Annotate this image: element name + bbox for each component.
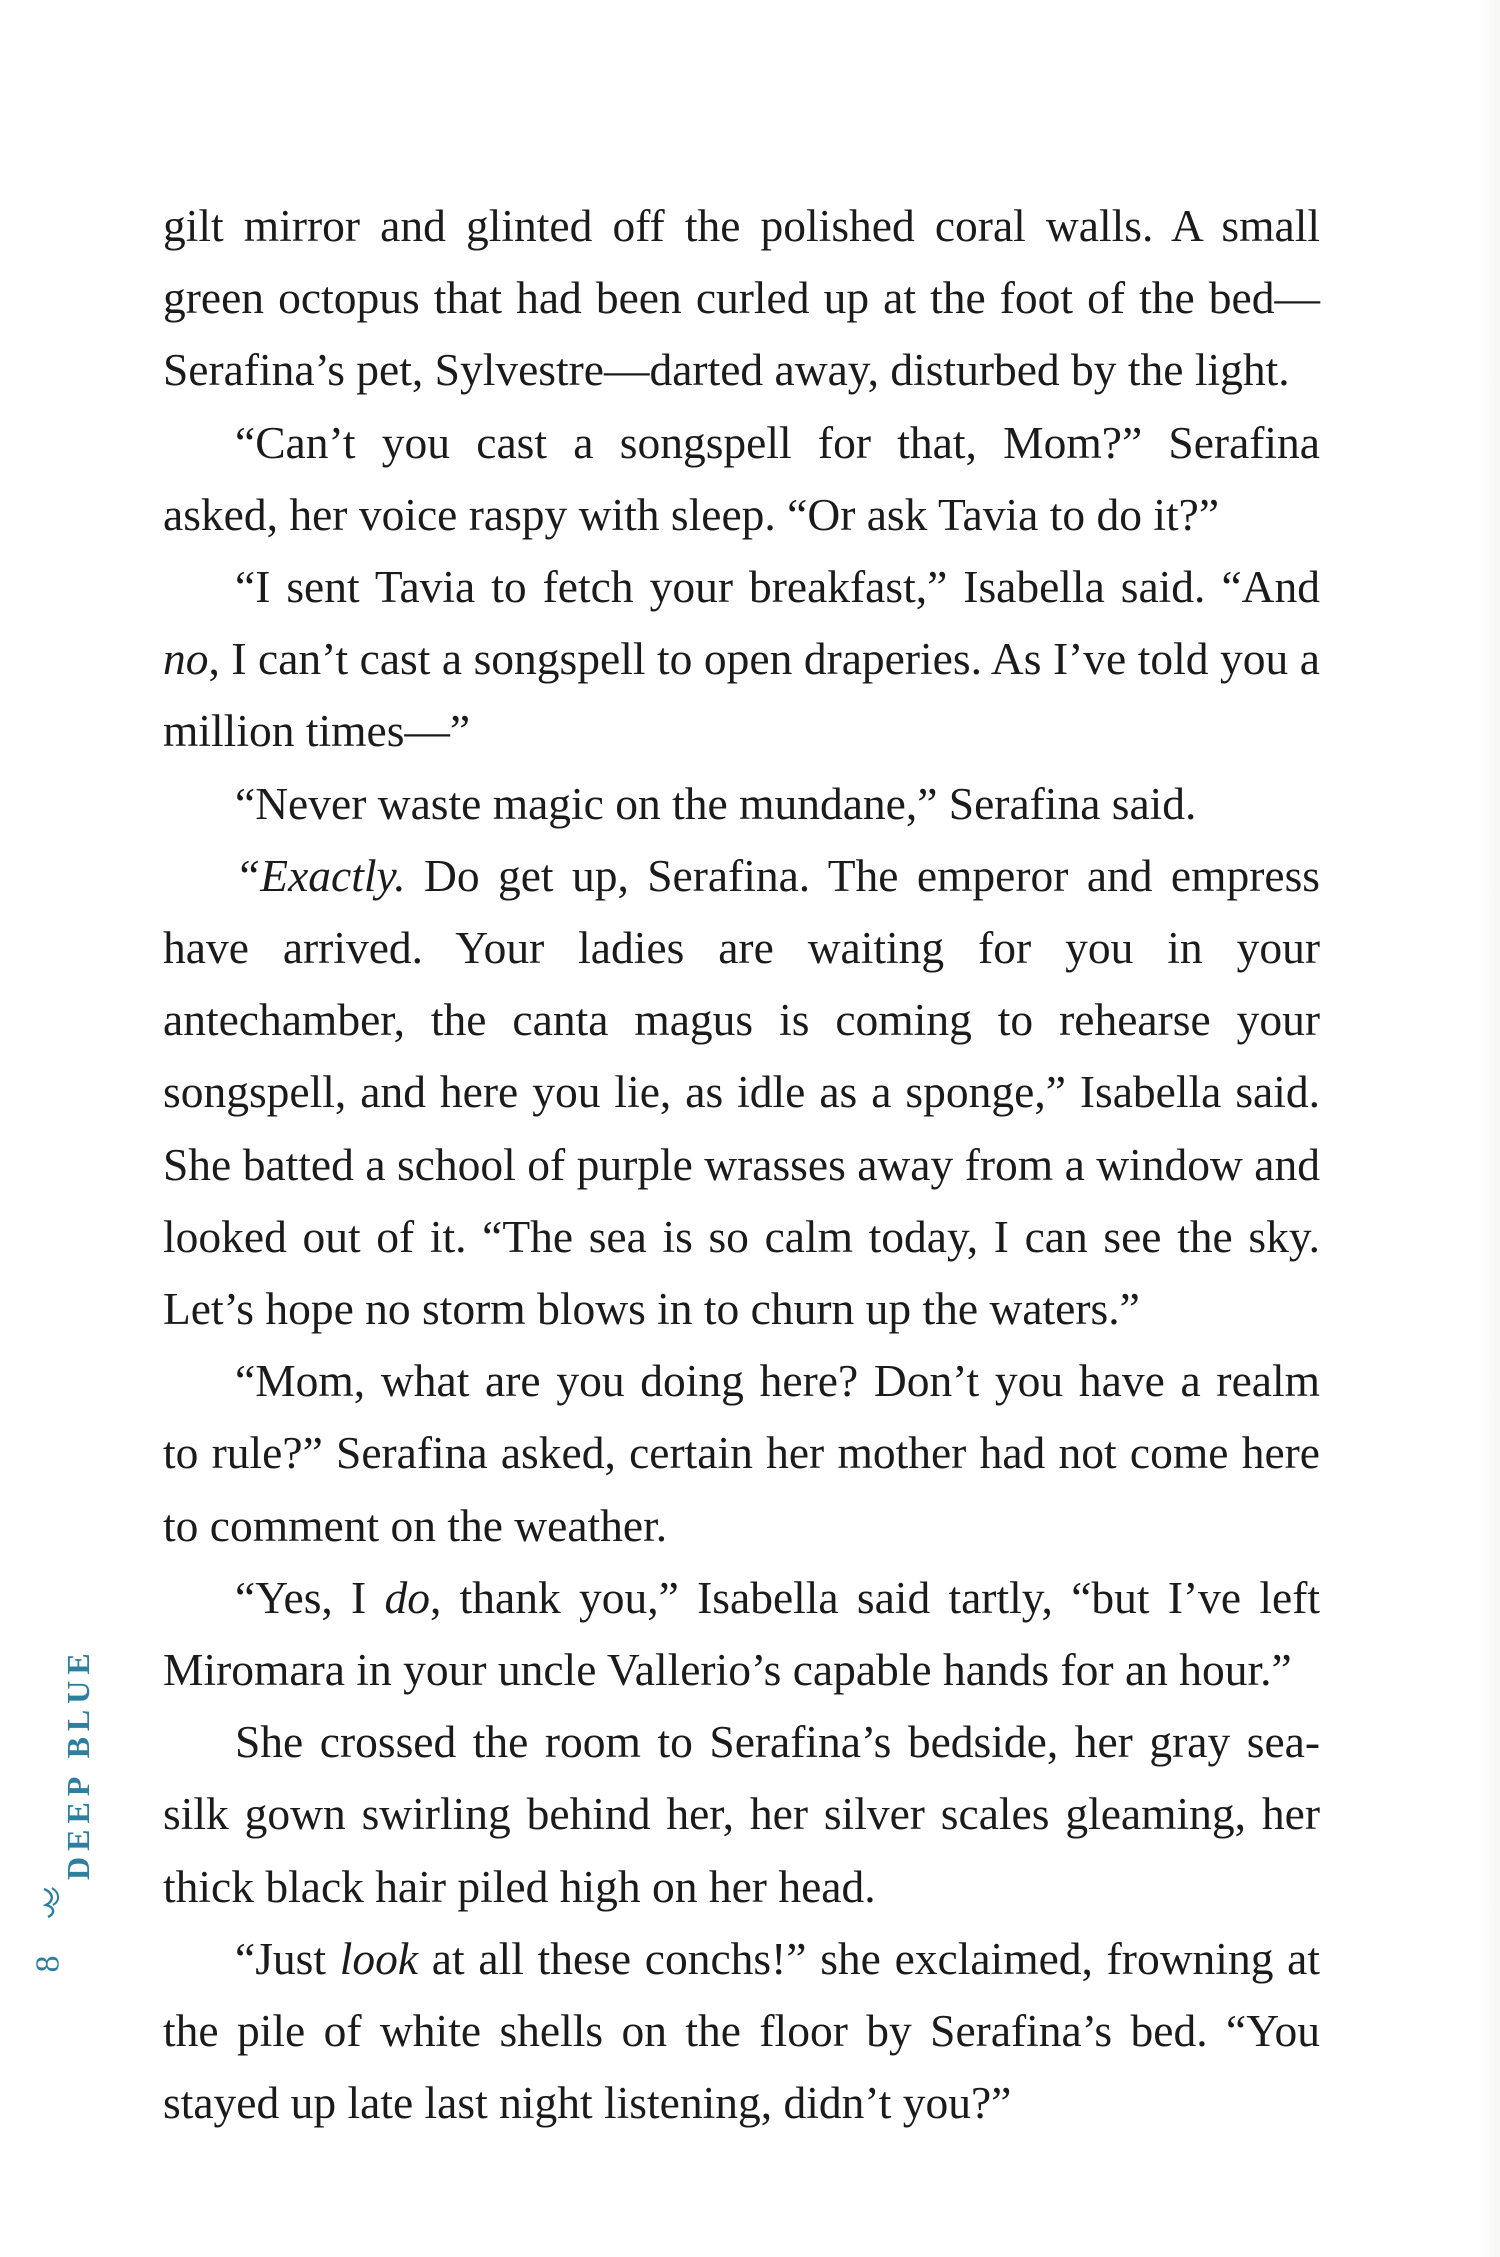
text-run: “Can’t you cast a songspell for that, Mom?” Serafina asked, her voice raspy with sleep. “Or ask Tavia to do it?” [163, 416, 1320, 540]
text-run: Do get up, Serafina. The emperor and empress have arrived. Your ladies are waiting for you in your antechamber, the canta magus is coming to rehearse your songspell, and here you lie, as idle as a sponge,” Isabella said. She batted a school of purple wrasses away from a window and looked out of it. “The sea is so calm today, I can see the sky. Let’s hope no storm blows in to churn up the waters.” [163, 849, 1320, 1335]
paragraph [163, 840, 1320, 1345]
text-run: “Just [235, 1932, 340, 1984]
paragraph [163, 551, 1320, 768]
italic-text: do [384, 1571, 430, 1623]
running-head: DEEP BLUE [60, 1647, 96, 1880]
page-edge [1478, 0, 1500, 2257]
text-run: “Yes, I [235, 1571, 385, 1623]
text-run: “Never waste magic on the mundane,” Serafina said. [235, 777, 1197, 829]
text-run: at all these conchs!” she exclaimed, frowning at the pile of white shells on the floor by Serafina’s bed. “You stayed up late last night listening, didn’t you?” [163, 1932, 1321, 2129]
text-run: “Mom, what are you doing here? Don’t you have a realm to rule?” Serafina asked, certain her mother had not come here to comment on the weather. [163, 1355, 1320, 1551]
paragraph [163, 1562, 1320, 1706]
text-run: , I can’t cast a songspell to open draperies. As I’ve told you a million times—” [163, 633, 1320, 757]
paragraph [163, 1923, 1320, 2140]
wave-icon [38, 1885, 66, 1919]
text-run: gilt mirror and glinted off the polished coral walls. A small green octopus that had been curled up at the foot of the bed—Serafina’s pet, Sylvestre—darted away, disturbed by the light. [163, 200, 1320, 396]
paragraph [163, 190, 1320, 407]
text-run: “I sent Tavia to fetch your breakfast,” Isabella said. “And [235, 561, 1320, 613]
paragraph [163, 768, 1320, 840]
italic-text: “Exactly. [235, 849, 406, 901]
italic-text: no [163, 633, 209, 685]
text-run: , thank you,” Isabella said tartly, “but I’ve left Miromara in your uncle Vallerio’s capable hands for an hour.” [163, 1571, 1320, 1696]
page-number: 8 [29, 1955, 67, 1973]
paragraph [163, 1345, 1320, 1562]
paragraph [163, 1706, 1320, 1923]
italic-text: look [339, 1932, 419, 1984]
body-text [163, 190, 1320, 2139]
text-run: She crossed the room to Serafina’s bedside, her gray sea-silk gown swirling behind her, her silver scales gleaming, her thick black hair piled high on her head. [163, 1716, 1320, 1912]
paragraph [163, 407, 1320, 551]
folio-margin [0, 0, 110, 2257]
